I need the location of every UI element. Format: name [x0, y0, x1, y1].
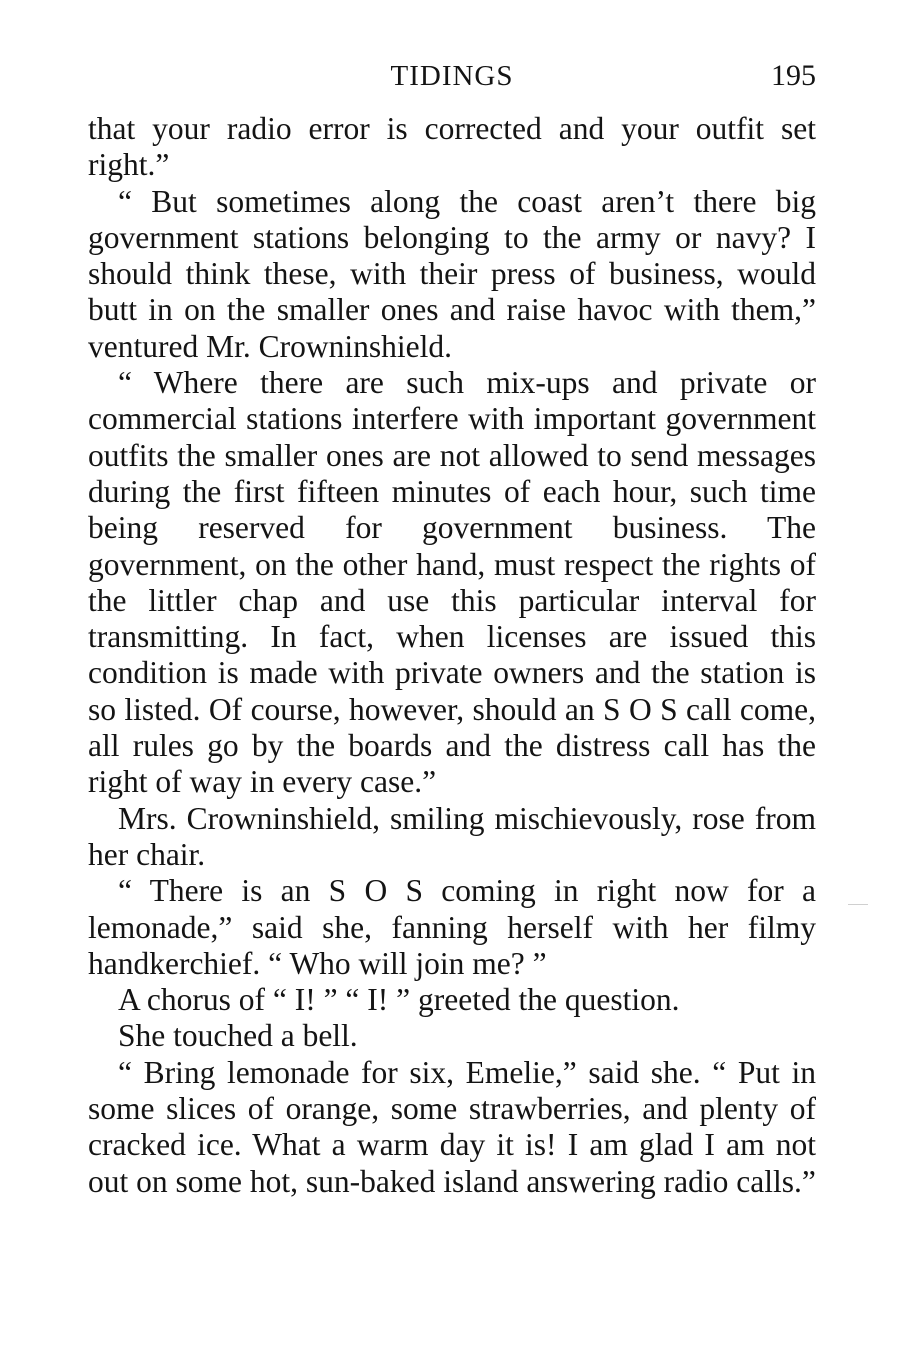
paragraph-chorus: A chorus of “ I! ” “ I! ” greeted the question.	[118, 982, 680, 1018]
paragraph-lemonade-sos: “ There is an S O S coming in right now for a lemonade,” said she, fanning herself with her filmy handkerchief. “ Who will join me? ”	[88, 873, 816, 981]
scan-edge-mark	[848, 904, 868, 905]
paragraph-government-stations-question: “ But sometimes along the coast aren’t there big government stations belonging to the army or navy? I should think these, with their press of business, would butt in on the smaller ones and raise havoc with them,” ventured Mr. Crowninshield.	[88, 183, 816, 364]
paragraph-bring-lemonade: “ Bring lemonade for six, Emelie,” said she. “ Put in some slices of orange, some strawberries, and plenty of cracked ice. What a warm day it is! I am glad I am not out on some hot, sun-baked island answering radio calls.”	[88, 1054, 816, 1199]
paragraph-government-business-answer: “ Where there are such mix-ups and private or commercial stations interfere with important government outfits the smaller ones are not allowed to send messages during the first fifteen minutes of each hour, such time being reserved for government business. The government, on the other hand, must respect the rights of the littler chap and use this particular interval for transmitting. In fact, when licenses are issued this condition is made with private owners and the station is so listed. Of course, however, should an S O S call come, all rules go by the boards and the distress call has the right of way in every case.”	[88, 365, 816, 800]
paragraph-mrs-crowninshield-rose: Mrs. Crowninshield, smiling mischievously, rose from her chair.	[88, 800, 816, 872]
running-head	[88, 56, 816, 96]
paragraph-touched-bell: She touched a bell.	[118, 1018, 358, 1054]
body-text	[88, 111, 816, 1200]
running-title: TIDINGS	[390, 60, 514, 92]
page-number: 195	[771, 59, 816, 92]
paragraph-continued: that your radio error is corrected and your outfit set right.”	[88, 111, 816, 183]
